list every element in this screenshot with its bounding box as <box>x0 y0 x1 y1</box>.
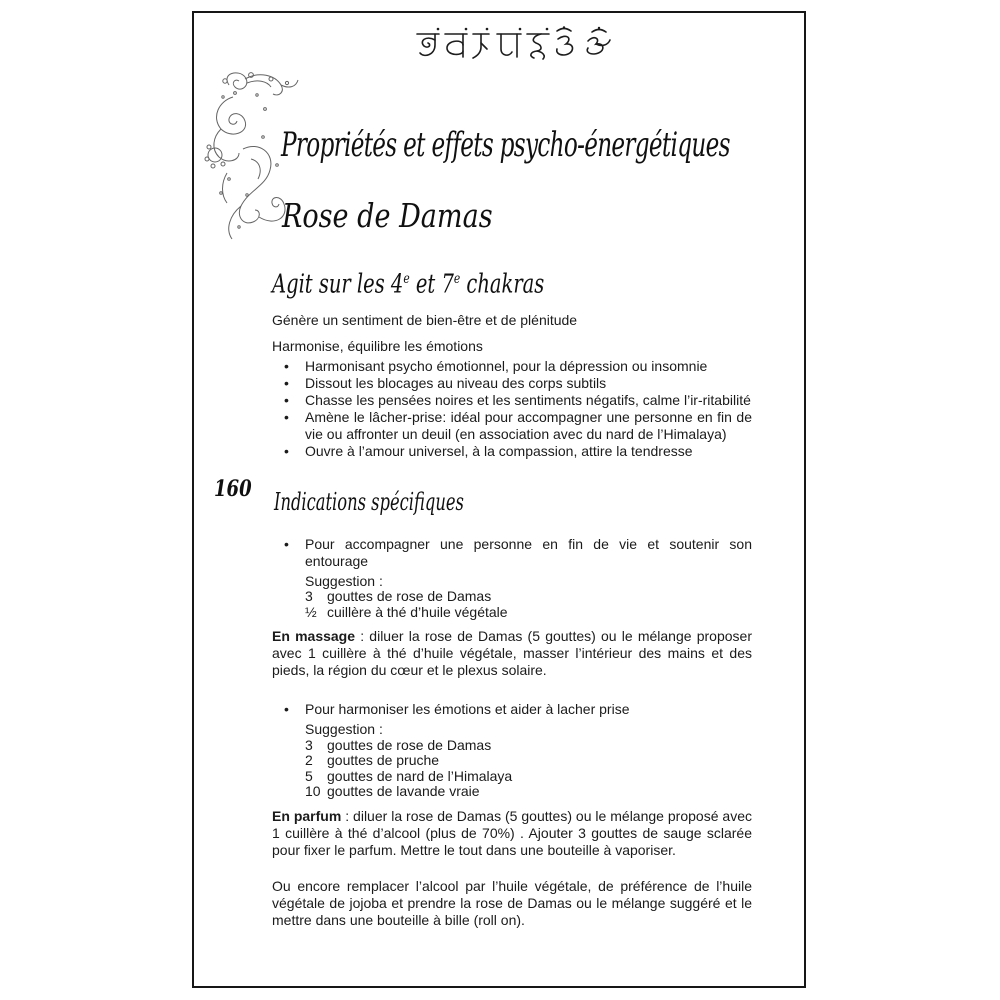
ingredient-name: cuillère à thé d’huile végétale <box>327 603 508 620</box>
bullet-item: • Dissout les blocages au niveau des corps subtils <box>272 375 752 392</box>
bullet-item: • Harmonisant psycho émotionnel, pour la dépression ou insomnie <box>272 358 752 375</box>
page-subtitle: Rose de Damas <box>282 196 493 235</box>
ingredient-qty: 3 <box>305 588 313 605</box>
indication-lead: • Pour harmoniser les émotions et aider à lacher prise <box>305 701 752 718</box>
ingredient-row <box>305 605 752 621</box>
chakra-heading <box>272 266 632 298</box>
ingredient-qty: 5 <box>305 767 313 784</box>
intro-line: Harmonise, équilibre les émotions <box>272 337 483 354</box>
ingredient-qty: 2 <box>305 752 313 769</box>
ingredient-row <box>305 589 752 605</box>
suggestion-block <box>305 722 752 800</box>
book-page <box>192 11 806 988</box>
indications-heading: Indications spécifiques <box>274 487 464 516</box>
chakra-heading-mid: et 7 <box>409 269 454 300</box>
indication-lead: • Pour accompagner une personne en fin de vie et soutenir son entourage <box>305 536 752 570</box>
suggestion-block <box>305 574 752 621</box>
usage-note-massage <box>272 628 752 679</box>
usage-note-text: : diluer la rose de Damas (5 gouttes) ou le mélange proposé avec 1 cuillère à thé d’alcool (plus de 70%) . Ajouter 3 gouttes de sauge sclarée pour fixer le parfum. Mettre le tout dans une bouteille à vaporiser. <box>272 807 752 858</box>
page-number: 160 <box>214 476 252 502</box>
ingredient-row <box>305 753 752 769</box>
bija-mantra-symbols <box>416 25 624 67</box>
ingredient-row <box>305 769 752 785</box>
text-column <box>272 266 752 929</box>
bullet-item: • Chasse les pensées noires et les sentiments négatifs, calme l’ir-ritabilité <box>272 392 752 409</box>
ingredient-name: gouttes de rose de Damas <box>327 736 492 753</box>
ingredient-qty: 3 <box>305 736 313 753</box>
properties-bullet-list <box>272 358 752 460</box>
bullet-item: • Ouvre à l’amour universel, à la compassion, attire la tendresse <box>272 443 752 460</box>
intro-line: Génère un sentiment de bien-être et de plénitude <box>272 311 578 328</box>
indication-item <box>272 701 752 859</box>
chakra-heading-sup2: e <box>453 271 461 287</box>
chakra-heading-pre: Agit sur les 4 <box>272 269 404 300</box>
closing-paragraph: Ou encore remplacer l’alcool par l’huile végétale, de préférence de l’huile végétale de jojoba et prendre la rose de Damas ou le mélange suggéré et le mettre dans une bouteille à bille (roll on). <box>272 877 752 928</box>
suggestion-label: Suggestion : <box>305 721 383 738</box>
page-title: Propriétés et effets psycho-énergétiques <box>281 125 730 165</box>
usage-note-lead: En parfum <box>272 807 342 824</box>
ingredient-qty: ½ <box>305 603 317 620</box>
bullet-item: • Amène le lâcher-prise: idéal pour accompagner une personne en fin de vie ou affronter un deuil (en association avec du nard de l’Himalaya) <box>272 409 752 443</box>
suggestion-label: Suggestion : <box>305 572 383 589</box>
usage-note-parfum <box>272 808 752 859</box>
ingredient-row <box>305 784 752 800</box>
ingredient-qty: 10 <box>305 783 321 800</box>
ingredient-name: gouttes de rose de Damas <box>327 588 492 605</box>
chakra-heading-sup1: e <box>403 271 410 287</box>
usage-note-text: : diluer la rose de Damas (5 gouttes) ou le mélange proposer avec 1 cuillère à thé d’huile végétale, masser l’intérieur des mains et des pieds, la région du cœur et le plexus solaire. <box>272 628 752 679</box>
indication-item <box>272 536 752 680</box>
ingredient-name: gouttes de lavande vraie <box>327 783 480 800</box>
ingredient-row <box>305 738 752 754</box>
usage-note-lead: En massage <box>272 628 356 645</box>
ingredient-name: gouttes de nard de l’Himalaya <box>327 767 513 784</box>
ingredient-name: gouttes de pruche <box>327 752 440 769</box>
chakra-heading-post: chakras <box>460 269 545 300</box>
